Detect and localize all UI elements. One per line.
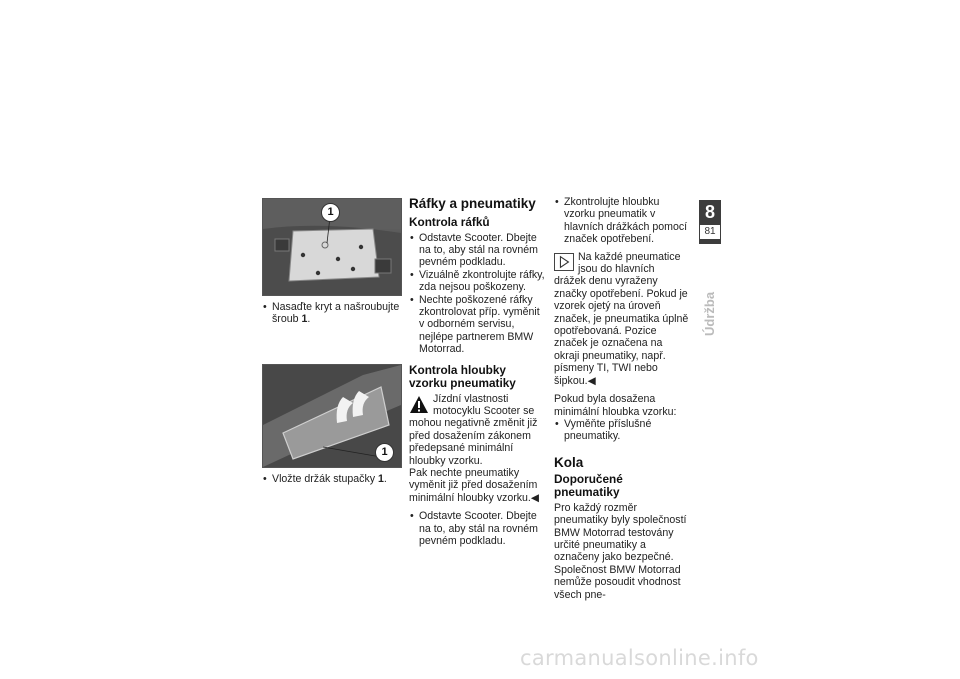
step-list-2: [262, 473, 400, 485]
right-column: [554, 196, 689, 601]
step-list-1: [262, 301, 400, 326]
tread-check-list: [409, 510, 547, 547]
chapter-title: Údržba: [702, 291, 717, 336]
list-item: • Vložte držák stupačky 1.: [262, 473, 400, 485]
page-number: 81: [699, 224, 721, 240]
list-item: • Vizuálně zkontrolujte ráfky, zda nejsou poškozeny.: [409, 269, 547, 294]
callout-1: 1: [375, 443, 394, 462]
subsection-heading: Kontrola ráfků: [409, 215, 490, 229]
list-item: • Zkontrolujte hloubku vzorku pneumatik v hlavních drážkách pomocí značek opotřebení.: [554, 196, 689, 246]
min-depth-text: Pokud byla dosažena minimální hloubka vzorku:: [554, 393, 677, 418]
info-text: Na každé pneumatice jsou do hlavních drážek denu vyraženy značky opotřebení. Pokud je vzorek ojetý na úroveň značek, je pneumatika úplně opotřebovaná. Pozice značek je označena na okraji pneumatiky, např. písmeny TI, TWI nebo šipkou.◀: [554, 250, 689, 387]
tread-depth-list: [554, 196, 689, 246]
chapter-tab: [699, 200, 721, 244]
warning-notice: [409, 393, 547, 505]
warning-text-2: Pak nechte pneumatiky vyměnit již před dosažením minimální hloubky vzorku.◀: [409, 467, 540, 504]
play-triangle-icon: [554, 253, 574, 271]
middle-column: [409, 196, 547, 547]
info-notice: [554, 251, 689, 387]
list-item: • Odstavte Scooter. Dbejte na to, aby stál na rovném pevném podkladu.: [409, 232, 547, 269]
watermark: carmanualsonline.info: [520, 646, 759, 670]
list-item: • Nasaďte kryt a našroubujte šroub 1.: [262, 301, 400, 326]
photo-footrest-holder: [262, 364, 402, 468]
recommended-text: Pro každý rozměr pneumatiky byly společností BMW Motorrad testovány určité pneumatiky a označeny jako bezpečné. Společnost BMW Motorrad nemůže posoudit vhodnost všech pne-: [554, 501, 687, 601]
list-item: • Odstavte Scooter. Dbejte na to, aby stál na rovném pevném podkladu.: [409, 510, 547, 547]
warning-text: Jízdní vlastnosti motocyklu Scooter se mohou negativně změnit již před dosažením zákonem předepsané minimální hloubky vzorku.: [409, 392, 538, 467]
subsection-heading: Kontrola hloubky vzorku pneumatiky: [409, 362, 516, 391]
chapter-number: 8: [704, 202, 715, 222]
rim-check-list: [409, 232, 547, 356]
photo-cover-screw: [262, 198, 402, 296]
warning-icon: [409, 395, 429, 415]
list-item: • Vyměňte příslušné pneumatiky.: [554, 418, 689, 443]
replace-list: [554, 418, 689, 443]
callout-1: 1: [321, 203, 340, 222]
left-column: [262, 196, 400, 485]
list-item: • Nechte poškozené ráfky zkontrolovat příp. vyměnit v odborném servisu, nejlépe partnerem BMW Motorrad.: [409, 294, 547, 356]
section-heading: Kola: [554, 454, 584, 470]
subsection-heading: Doporučené pneumatiky: [554, 471, 623, 500]
section-heading: Ráfky a pneumatiky: [409, 196, 536, 211]
